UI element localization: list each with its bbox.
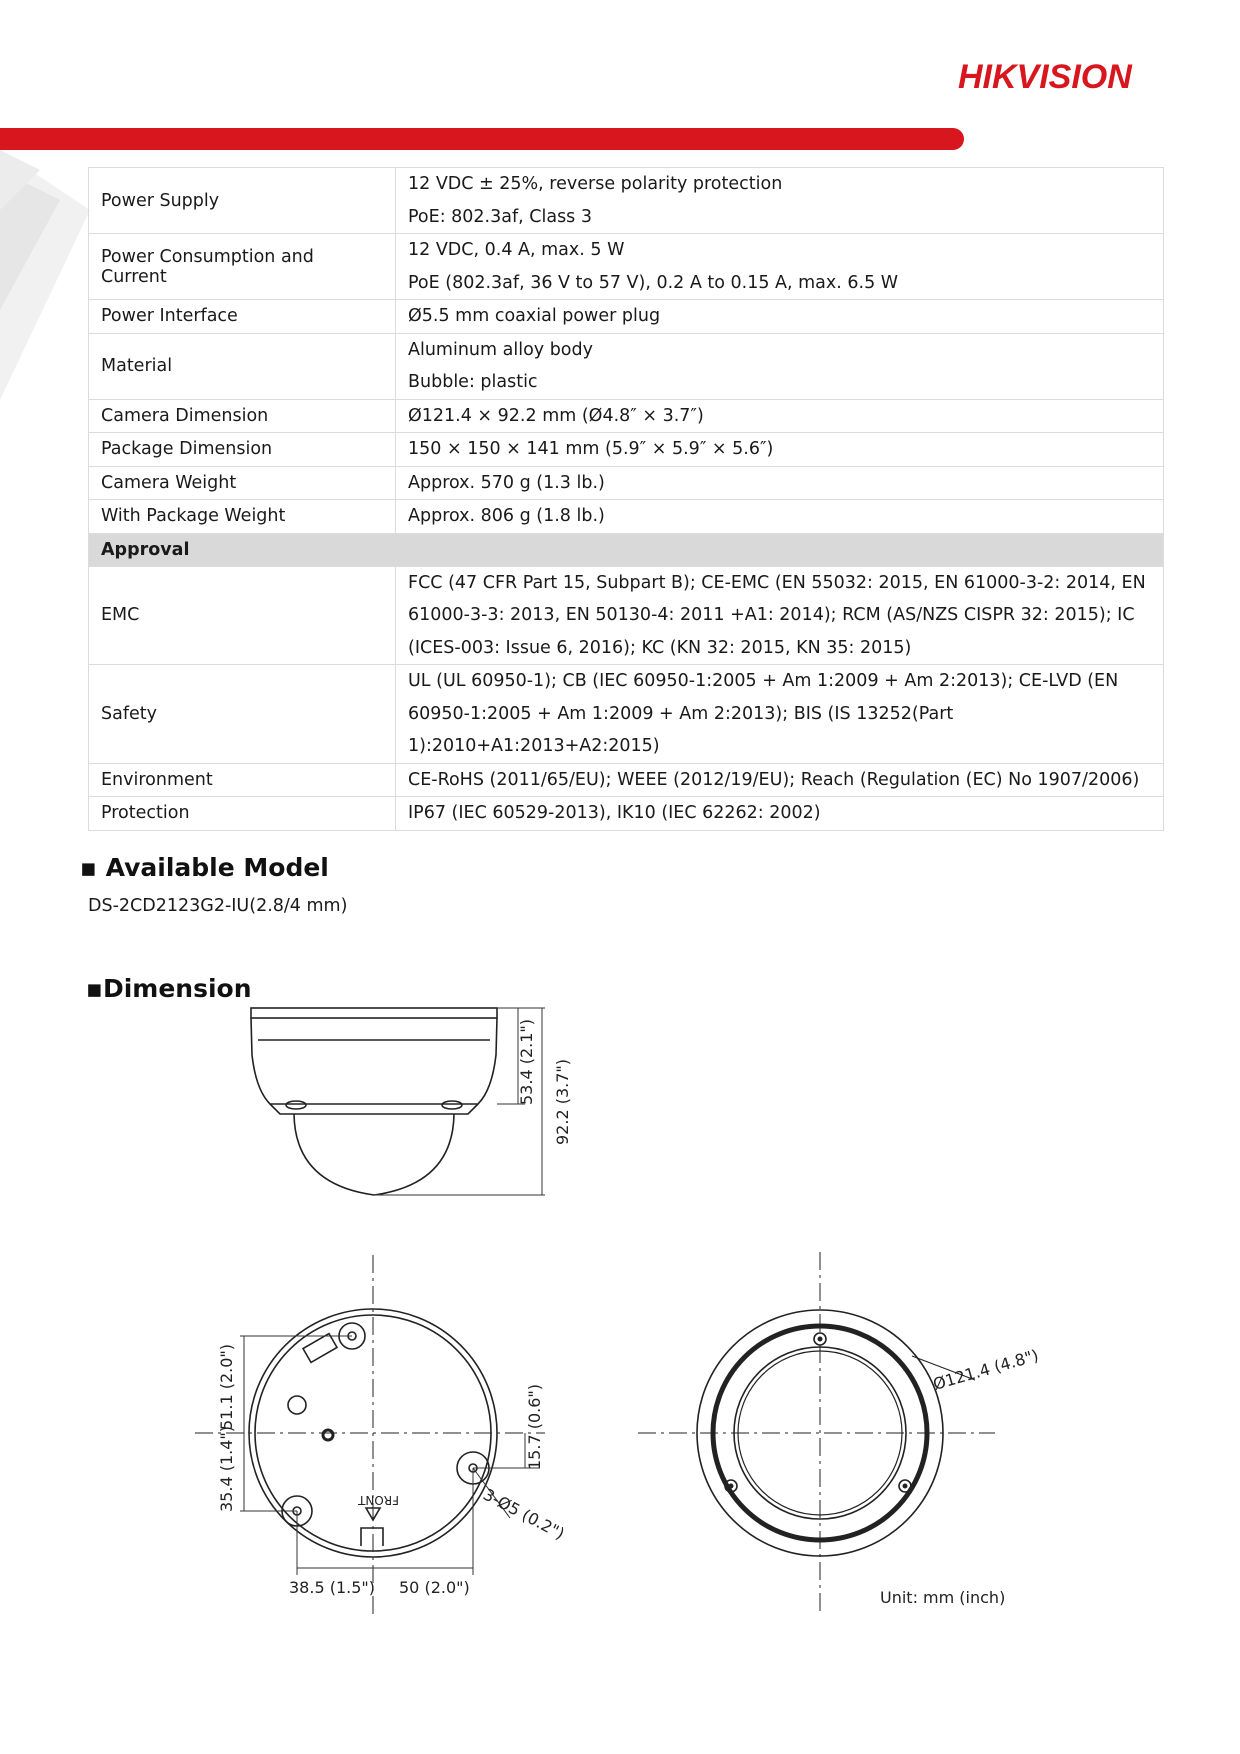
spec-value-cell — [396, 763, 1164, 797]
spec-value-line: 12 VDC, 0.4 A, max. 5 W — [408, 240, 625, 260]
spec-value-line: (ICES-003: Issue 6, 2016); KC (KN 32: 2015, KN 35: 2015) — [408, 637, 912, 658]
spec-row — [89, 797, 1164, 831]
spec-value-line: 1):2010+A1:2013+A2:2015) — [408, 736, 660, 756]
spec-value-cell — [396, 399, 1164, 433]
base-upper-label: 51.1 (2.0") — [217, 1344, 236, 1430]
spec-value-line: Bubble: plastic — [408, 372, 538, 392]
spec-value-line: FCC (47 CFR Part 15, Subpart B); CE-EMC (EN 55032: 2015, EN 61000-3-2: 2014, EN — [408, 572, 1146, 593]
approval-section-header — [89, 533, 1164, 566]
spec-row — [89, 466, 1164, 500]
camera-side-view — [251, 1008, 497, 1195]
base-right-width-label: 50 (2.0") — [399, 1578, 470, 1597]
diameter-label: Ø121.4 (4.8") — [930, 1345, 1041, 1394]
available-model-name: DS-2CD2123G2-IU(2.8/4 mm) — [88, 896, 348, 916]
front-mark-label: FRONT — [358, 1493, 399, 1507]
spec-value-line: Aluminum alloy body — [408, 339, 593, 360]
spec-value-line: Approx. 806 g (1.8 lb.) — [408, 506, 605, 526]
approval-heading: Approval — [89, 533, 1164, 566]
spec-value-cell — [396, 433, 1164, 467]
spec-value-line: Ø5.5 mm coaxial power plug — [408, 306, 661, 326]
spec-row — [89, 300, 1164, 334]
decorative-shard-graphic — [0, 150, 100, 400]
spec-value-cell — [396, 566, 1164, 665]
spec-row — [89, 234, 1164, 300]
spec-value-line: PoE (802.3af, 36 V to 57 V), 0.2 A to 0.15 A, max. 6.5 W — [408, 272, 899, 293]
spec-row — [89, 665, 1164, 764]
spec-value-line: UL (UL 60950-1); CB (IEC 60950-1:2005 + Am 1:2009 + Am 2:2013); CE-LVD (EN — [408, 671, 1119, 691]
spec-value-cell — [396, 333, 1164, 399]
spec-label: Power Supply — [89, 168, 396, 234]
spec-value-line: IP67 (IEC 60529-2013), IK10 (IEC 62262: 2002) — [408, 803, 821, 823]
side-total-height-label: 92.2 (3.7") — [553, 1059, 572, 1145]
base-plate-view — [195, 1255, 545, 1615]
camera-top-view — [638, 1252, 995, 1612]
spec-value-cell — [396, 500, 1164, 534]
spec-row — [89, 500, 1164, 534]
spec-label: With Package Weight — [89, 500, 396, 534]
spec-label: EMC — [89, 566, 396, 665]
available-model-heading: ▪ Available Model — [80, 853, 329, 882]
spec-row — [89, 566, 1164, 665]
spec-value-cell — [396, 300, 1164, 334]
spec-row — [89, 433, 1164, 467]
spec-value-line: CE-RoHS (2011/65/EU); WEEE (2012/19/EU); Reach (Regulation (EC) No 1907/2006) — [408, 769, 1140, 790]
spec-label: Material — [89, 333, 396, 399]
hikvision-logo — [958, 56, 1188, 96]
dimension-heading: ▪Dimension — [86, 974, 252, 1003]
spec-row — [89, 333, 1164, 399]
spec-value-line: Approx. 570 g (1.3 lb.) — [408, 472, 605, 493]
logo-text: HIKVISION — [958, 58, 1132, 96]
spec-row — [89, 399, 1164, 433]
spec-value-line: Ø121.4 × 92.2 mm (Ø4.8″ × 3.7″) — [408, 405, 704, 426]
spec-label: Camera Dimension — [89, 399, 396, 433]
spec-label: Protection — [89, 797, 396, 831]
spec-value-cell — [396, 168, 1164, 234]
spec-value-line: 61000-3-3: 2013, EN 50130-4: 2011 +A1: 2014); RCM (AS/NZS CISPR 32: 2015); IC — [408, 605, 1135, 625]
spec-value-cell — [396, 797, 1164, 831]
base-lower-label: 35.4 (1.4") — [217, 1426, 236, 1512]
header-red-bar — [0, 128, 964, 150]
spec-value-cell — [396, 466, 1164, 500]
spec-label: Environment — [89, 763, 396, 797]
side-top-height-label: 53.4 (2.1") — [517, 1019, 536, 1105]
spec-label: Safety — [89, 665, 396, 764]
spec-label: Package Dimension — [89, 433, 396, 467]
spec-row — [89, 763, 1164, 797]
spec-value-line: PoE: 802.3af, Class 3 — [408, 206, 592, 227]
spec-table — [88, 167, 1164, 831]
spec-value-line: 12 VDC ± 25%, reverse polarity protection — [408, 174, 783, 194]
spec-value-line: 150 × 150 × 141 mm (5.9″ × 5.9″ × 5.6″) — [408, 439, 774, 459]
spec-row — [89, 168, 1164, 234]
base-holes-label: 3-Ø5 (0.2") — [480, 1484, 568, 1544]
spec-label: Power Consumption and Current — [89, 234, 396, 300]
spec-value-line: 60950-1:2005 + Am 1:2009 + Am 2:2013); BIS (IS 13252(Part — [408, 703, 954, 724]
spec-value-cell — [396, 665, 1164, 764]
spec-value-cell — [396, 234, 1164, 300]
unit-label: Unit: mm (inch) — [880, 1588, 1006, 1607]
dimension-drawing — [0, 990, 1240, 1670]
base-left-width-label: 38.5 (1.5") — [289, 1578, 375, 1597]
spec-label: Power Interface — [89, 300, 396, 334]
spec-label: Camera Weight — [89, 466, 396, 500]
base-offset-label: 15.7 (0.6") — [525, 1384, 544, 1470]
